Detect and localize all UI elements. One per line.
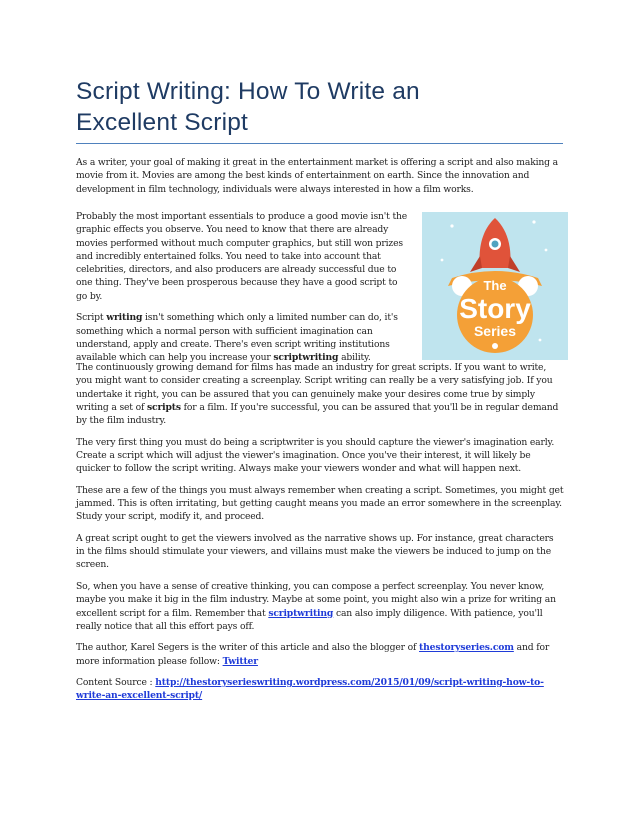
twitter-link[interactable]: Twitter [222,655,258,667]
title-divider [76,143,563,144]
logo-word-series: Series [473,323,517,339]
page-title [76,76,556,138]
scriptwriting-link[interactable]: scriptwriting [268,607,334,619]
thestoryseries-link[interactable]: thestoryseries.com [419,642,514,654]
bold-scriptwriting: scriptwriting [273,352,339,364]
story-series-logo-image [422,212,568,360]
title-line-2: Excellent Script [76,109,249,136]
logo-word-the: The [483,278,507,293]
paragraph-creative: So, when you have a sense of creative thinking, you can compose a perfect screenplay. You never know, maybe you make it big in the film industry. Maybe at some point, you might also win a prize for writing an excellent script for a film. Remember that scriptwriting can also imply diligence. With patience, you'll really notice that all this effort pays off. [76,580,556,632]
rocket-logo-icon [422,212,568,360]
content-source-link[interactable]: http://thestoryserieswriting.wordpress.com/2015/01/09/script-writing-how-to-write-an-excellent-script/ [76,677,544,702]
paragraph-intro: As a writer, your goal of making it great in the entertainment market is offering a script and also making a movie from it. Movies are among the best kinds of entertainment on earth. Since the innovation and development in film technology, individuals were always interested in how a film works. [76,157,558,195]
main-section [76,361,564,711]
paragraph-writing: Script writing isn't something which only a limited number can do, it's something which a normal person with sufficient imagination can understand, apply and create. There's even script writing institutions available which can help you increase your scriptwriting ability. [76,312,398,364]
wrapped-section [76,210,408,373]
intro-section [76,156,564,204]
paragraph-essentials: Probably the most important essentials to produce a good movie isn't the graphic effects you observe. You need to know that there are already movies performed without much computer graphics, but still won prizes and incredibly entertained folks. You need to take into account that celebrities, directors, and also producers are already successful due to one thing. They've been prosperous because they have a good script to go by. [76,211,408,302]
paragraph-remember: These are a few of the things you must always remember when creating a script. Sometimes, you might get jammed. This is often irritating, but getting caught means you made an error somewhere in the screenplay. Study your script, modify it, and proceed. [76,484,564,523]
paragraph-demand: The continuously growing demand for films has made an industry for great scripts. If you want to write, you might want to consider creating a screenplay. Script writing can really be a very satisfying job. If you undertake it right, you can be assured that you can genuinely make your desires come true by simply writing a set of scripts for a film. If you're successful, you can be assured that you'll be in regular demand by the film industry. [76,362,559,427]
bold-writing: writing [106,312,143,324]
paragraph-author: The author, Karel Segers is the writer of this article and also the blogger of thestoryseries.com and for more information please follow: Twitter [76,642,550,667]
title-line-1: Script Writing: How To Write an [76,78,420,105]
paragraph-source: Content Source : http://thestoryserieswriting.wordpress.com/2015/01/09/script-writing-how-to-write-an-excellent-script/ [76,677,544,702]
paragraph-first-thing: The very first thing you must do being a scriptwriter is you should capture the viewer's imagination early. Create a script which will adjust the viewer's imagination. Once you've their interest, it will likely be quicker to follow the script writing. Always make your viewers wonder and what will happen next. [76,436,555,475]
logo-word-story: Story [459,293,531,324]
paragraph-great-script: A great script ought to get the viewers involved as the narrative shows up. For instance, great characters in the films should stimulate your viewers, and villains must make the viewers be induced to jump on the screen. [76,532,554,571]
bold-scripts: scripts [147,401,181,413]
